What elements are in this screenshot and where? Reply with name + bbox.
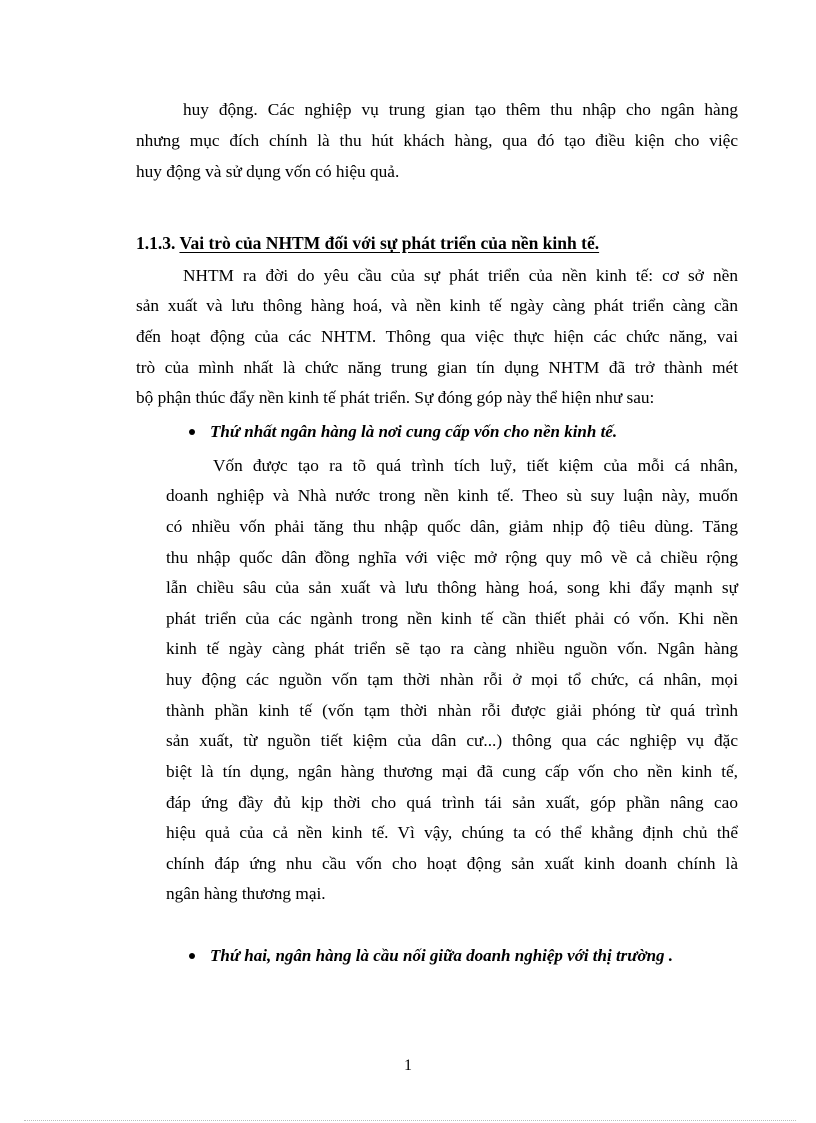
bullet-1-line: thu nhập quốc dân đồng nghĩa với việc mở rộng quy mô về cả chiều rộng [166, 548, 738, 567]
bullet-1-line: chính đáp ứng nhu cầu vốn cho hoạt động sản xuất kinh doanh chính là [166, 854, 738, 873]
bullet-dot [189, 429, 195, 435]
bullet-2-heading: Thứ hai, ngân hàng là cầu nối giữa doanh nghiệp với thị trường . [210, 946, 674, 965]
section-heading [136, 233, 599, 253]
intro-paragraph-line: bộ phận thúc đẩy nền kinh tế phát triển. Sự đóng góp này thể hiện như sau: [136, 388, 655, 407]
intro-paragraph-line: đến hoạt động của các NHTM. Thông qua việc thực hiện các chức năng, vai [136, 327, 738, 346]
bullet-1-heading: Thứ nhất ngân hàng là nơi cung cấp vốn cho nền kinh tế. [210, 422, 618, 441]
bullet-1-line: có nhiều vốn phải tăng thu nhập quốc dân, giảm nhịp độ tiêu dùng. Tăng [166, 517, 738, 536]
bullet-1-line: ngân hàng thương mại. [166, 884, 326, 903]
section-title: Vai trò của NHTM đối với sự phát triển của nền kinh tế. [179, 233, 600, 253]
bullet-1-line: huy động các nguồn vốn tạm thời nhàn rỗi ở mọi tổ chức, cá nhân, mọi [166, 670, 738, 689]
top-paragraph-line: nhưng mục đích chính là thu hút khách hàng, qua đó tạo điều kiện cho việc [136, 131, 738, 150]
bullet-1-line: sản xuất, từ nguồn tiết kiệm của dân cư...) thông qua các nghiệp vụ đặc [166, 731, 738, 750]
bullet-1-line: phát triển của các ngành trong nền kinh tế cần thiết phải có vốn. Khi nền [166, 609, 738, 628]
bullet-dot [189, 953, 195, 959]
top-paragraph-line: huy động và sử dụng vốn có hiệu quả. [136, 162, 400, 181]
bullet-1-line: doanh nghiệp và Nhà nước trong nền kinh tế. Theo sù suy luận này, muốn [166, 486, 738, 505]
bullet-1-line: hiệu quả của cả nền kinh tế. Vì vậy, chúng ta có thể khẳng định chủ thể [166, 823, 738, 842]
page-number: 1 [404, 1057, 412, 1074]
bullet-1-line: thành phần kinh tế (vốn tạm thời nhàn rỗi được giải phóng từ quá trình [166, 701, 738, 720]
bullet-1-line: kinh tế ngày càng phát triển sẽ tạo ra càng nhiều nguồn vốn. Ngân hàng [166, 639, 738, 658]
bullet-1-line: đáp ứng đầy đủ kịp thời cho quá trình tái sản xuất, góp phần nâng cao [166, 793, 738, 812]
top-paragraph-line: huy động. Các nghiệp vụ trung gian tạo thêm thu nhập cho ngân hàng [183, 100, 738, 119]
bullet-1-line: Vốn được tạo ra tõ quá trình tích luỹ, tiết kiệm của mỗi cá nhân, [213, 456, 738, 475]
intro-paragraph-line: trò của mình nhất là chức năng trung gian tín dụng NHTM đã trở thành mét [136, 358, 738, 377]
bullet-1-line: biệt là tín dụng, ngân hàng thương mại đã cung cấp vốn cho nền kinh tế, [166, 762, 738, 781]
bullet-1-line: lẫn chiều sâu của sản xuất và lưu thông hàng hoá, song khi đẩy mạnh sự [166, 578, 738, 597]
section-number: 1.1.3. [136, 233, 176, 253]
intro-paragraph-line: sản xuất và lưu thông hàng hoá, và nền kinh tế ngày càng phát triển càng cần [136, 296, 738, 315]
intro-paragraph-line: NHTM ra đời do yêu cầu của sự phát triển của nền kinh tế: cơ sở nền [183, 266, 738, 285]
page-bottom-rule [24, 1120, 796, 1121]
